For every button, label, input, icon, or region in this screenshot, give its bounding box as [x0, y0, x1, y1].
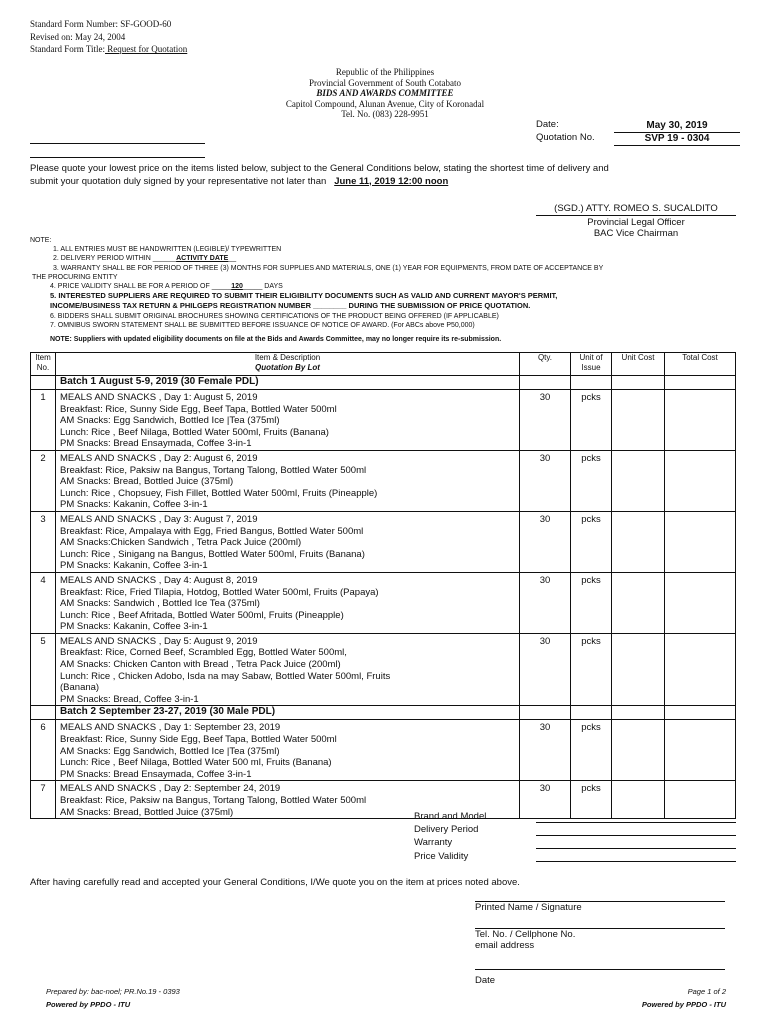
- description-line: MEALS AND SNACKS , Day 2: September 24, 2019: [60, 783, 281, 795]
- total-cost-cell[interactable]: [665, 450, 736, 511]
- printed-name-label: Printed Name / Signature: [475, 902, 582, 913]
- date-line[interactable]: [475, 969, 725, 970]
- item-description: [56, 572, 520, 633]
- batch-blank-cell: [31, 376, 56, 390]
- batch-row: [31, 376, 736, 390]
- item-qty: 30: [520, 450, 571, 511]
- brand-field-label: Price Validity: [414, 850, 469, 862]
- quotation-label: Quotation No.: [536, 132, 595, 143]
- items-table: [30, 352, 736, 819]
- header-unit-of: Unit of: [579, 353, 603, 362]
- note-6: 6. BIDDERS SHALL SUBMIT ORIGINAL BROCHURES SHOWING CERTIFICATIONS OF THE PRODUCT BEING OFFERED (IF APPLICABLE): [50, 312, 499, 320]
- form-title-value: Request for Quotation: [105, 44, 188, 54]
- signatory-name: (SGD.) ATTY. ROMEO S. SUCALDITO: [554, 203, 718, 214]
- description-line: MEALS AND SNACKS , Day 3: August 7, 2019: [60, 513, 258, 525]
- note-5-line-1: 5. INTERESTED SUPPLIERS ARE REQUIRED TO SUBMIT THEIR ELIGIBILITY DOCUMENTS SUCH AS VALID AND CURRENT MAYOR'S PERMIT,: [50, 291, 558, 301]
- batch-empty-cell: [520, 376, 571, 390]
- item-number: 7: [31, 781, 56, 819]
- office-line-5: Tel. No. (083) 228-9951: [341, 109, 429, 119]
- table-row: [31, 633, 736, 706]
- description-line: PM Snacks: Kakanin, Coffee 3-in-1: [60, 499, 208, 511]
- batch-title: Batch 1 August 5-9, 2019 (30 Female PDL): [56, 376, 520, 390]
- total-cost-cell[interactable]: [665, 572, 736, 633]
- item-qty: 30: [520, 511, 571, 572]
- office-header: [0, 67, 770, 120]
- header-unit: [571, 353, 612, 376]
- description-line: Lunch: Rice , Beef Nilaga, Bottled Water 500ml, Fruits (Banana): [60, 426, 329, 438]
- table-header-row: [31, 353, 736, 376]
- unit-cost-cell[interactable]: [612, 633, 665, 706]
- description-line: Breakfast: Rice, Paksiw na Bangus, Tortang Talong, Bottled Water 500ml: [60, 464, 367, 476]
- item-description: [56, 511, 520, 572]
- brand-fields: [414, 810, 486, 863]
- date-value: May 30, 2019: [646, 120, 708, 131]
- note-2-value: ACTIVITY DATE: [176, 255, 229, 263]
- description-line: Lunch: Rice , Sinigang na Bangus, Bottled Water 500ml, Fruits (Banana): [60, 548, 365, 560]
- note-eligibility: NOTE: Suppliers with updated eligibility documents on file at the Bids and Awards Committee, may no longer require its re-submission.: [50, 336, 502, 344]
- batch-empty-cell: [612, 376, 665, 390]
- note-4: 4. PRICE VALIDITY SHALL BE FOR A PERIOD OF _____120_____ DAYS: [50, 283, 283, 291]
- item-unit: pcks: [571, 720, 612, 781]
- item-description: [56, 450, 520, 511]
- note-2-text: 2. DELIVERY PERIOD WITHIN: [53, 255, 151, 263]
- intro-line-2: [30, 176, 750, 189]
- total-cost-cell[interactable]: [665, 633, 736, 706]
- header-no: No.: [36, 362, 50, 372]
- addressee-line-1[interactable]: [30, 143, 205, 144]
- addressee-line-2[interactable]: [30, 157, 205, 158]
- item-unit: pcks: [571, 450, 612, 511]
- item-qty: 30: [520, 633, 571, 706]
- description-line: AM Snacks:Chicken Sandwich , Tetra Pack Juice (200ml): [60, 537, 302, 549]
- description-line: PM Snacks: Bread, Coffee 3-in-1: [60, 693, 199, 705]
- description-line: AM Snacks: Sandwich , Bottled Ice Tea (375ml): [60, 598, 260, 610]
- batch-empty-cell: [665, 706, 736, 720]
- note-4-text: 4. PRICE VALIDITY SHALL BE FOR A PERIOD OF: [50, 283, 210, 291]
- header-desc-sub: Quotation By Lot: [255, 362, 320, 372]
- item-qty: 30: [520, 720, 571, 781]
- note-2: 2. DELIVERY PERIOD WITHIN ______ACTIVITY DATE__: [53, 255, 237, 263]
- header-qty: Qty.: [520, 353, 571, 376]
- description-line: PM Snacks: Bread Ensaymada, Coffee 3-in-1: [60, 768, 252, 780]
- office-line-1: Republic of the Philippines: [335, 67, 435, 77]
- brand-input-line[interactable]: [536, 822, 736, 823]
- description-line: Breakfast: Rice, Sunny Side Egg, Beef Tapa, Bottled Water 500ml: [60, 734, 337, 746]
- total-cost-cell[interactable]: [665, 511, 736, 572]
- total-cost-cell[interactable]: [665, 390, 736, 451]
- description-line: PM Snacks: Bread Ensaymada, Coffee 3-in-1: [60, 438, 252, 450]
- item-unit: pcks: [571, 572, 612, 633]
- brand-field-label: Brand and Model: [414, 811, 487, 822]
- total-cost-cell[interactable]: [665, 720, 736, 781]
- table-row: [31, 511, 736, 572]
- item-description: [56, 390, 520, 451]
- total-cost-cell[interactable]: [665, 781, 736, 819]
- form-title: [30, 43, 187, 56]
- description-line: MEALS AND SNACKS , Day 1: August 5, 2019: [60, 392, 258, 403]
- form-revised: Revised on: May 24, 2004: [30, 31, 126, 42]
- item-qty: 30: [520, 781, 571, 819]
- header-issue: Issue: [581, 362, 601, 372]
- item-unit: pcks: [571, 633, 612, 706]
- item-number: 5: [31, 633, 56, 706]
- description-line: PM Snacks: Kakanin, Coffee 3-in-1: [60, 621, 208, 633]
- note-4-unit: DAYS: [264, 283, 283, 291]
- header-total-cost: Total Cost: [665, 353, 736, 376]
- header-description: [56, 353, 520, 376]
- item-qty: 30: [520, 572, 571, 633]
- description-line: Breakfast: Rice, Fried Tilapia, Hotdog, Bottled Water 500ml, Fruits (Papaya): [60, 586, 379, 598]
- header-desc: Item & Description: [254, 353, 321, 362]
- warranty-input-line[interactable]: [536, 848, 736, 849]
- item-number: 2: [31, 450, 56, 511]
- description-line: MEALS AND SNACKS , Day 2: August 6, 2019: [60, 452, 258, 464]
- note-5-line-2: INCOME/BUSINESS TAX RETURN & PHILGEPS REGISTRATION NUMBER ________ DURING THE SUBMISSION OF PRICE QUOTATION.: [50, 301, 531, 311]
- item-description: [56, 633, 520, 706]
- note-5: [30, 291, 750, 301]
- office-line-4: Capitol Compound, Alunan Avenue, City of Koronadal: [285, 98, 485, 109]
- description-line: MEALS AND SNACKS , Day 5: August 9, 2019: [60, 635, 258, 647]
- date-label: Date:: [536, 119, 559, 130]
- description-line: AM Snacks: Egg Sandwich, Bottled Ice |Tea (375ml): [60, 745, 280, 757]
- form-title-label: Standard Form Title:: [30, 44, 106, 54]
- form-header: [30, 18, 187, 56]
- note-1: 1. ALL ENTRIES MUST BE HANDWRITTEN (LEGIBLE)/ TYPEWRITTEN: [53, 246, 282, 254]
- office-line-3: BIDS AND AWARDS COMMITTEE: [316, 88, 454, 98]
- batch-blank-cell: [31, 706, 56, 720]
- unit-cost-cell[interactable]: [612, 781, 665, 819]
- description-line: Breakfast: Rice, Sunny Side Egg, Beef Tapa, Bottled Water 500ml: [60, 403, 337, 415]
- description-line: AM Snacks: Chicken Canton with Bread , Tetra Pack Juice (200ml): [60, 659, 341, 671]
- table-row: [31, 572, 736, 633]
- description-line: (Banana): [60, 682, 100, 694]
- note-5b: [30, 301, 750, 311]
- intro-paragraph: [30, 163, 750, 188]
- description-line: AM Snacks: Bread, Bottled Juice (375ml): [60, 476, 234, 488]
- table-row: [31, 781, 736, 819]
- description-line: Lunch: Rice , Beef Nilaga, Bottled Water 500 ml, Fruits (Banana): [60, 757, 332, 769]
- description-line: Lunch: Rice , Chicken Adobo, Isda na may Sabaw, Bottled Water 500ml, Fruits: [60, 670, 391, 682]
- office-line-2: Provincial Government of South Cotabato: [309, 77, 461, 88]
- description-line: Breakfast: Rice, Corned Beef, Scrambled Egg, Bottled Water 500ml,: [60, 647, 347, 659]
- supplier-date-label: Date: [475, 975, 496, 986]
- description-line: Breakfast: Rice, Paksiw na Bangus, Tortang Talong, Bottled Water 500ml: [60, 795, 367, 806]
- email-label: email address: [475, 940, 535, 951]
- description-line: AM Snacks: Bread, Bottled Juice (375ml): [60, 806, 234, 818]
- item-description: [56, 720, 520, 781]
- acceptance-text: After having carefully read and accepted your General Conditions, I/We quote you on the item at prices noted above.: [30, 877, 520, 888]
- description-line: PM Snacks: Kakanin, Coffee 3-in-1: [60, 560, 208, 572]
- unit-cost-cell[interactable]: [612, 720, 665, 781]
- unit-cost-cell[interactable]: [612, 572, 665, 633]
- deadline: June 11, 2019 12:00 noon: [334, 175, 449, 187]
- item-number: 1: [31, 390, 56, 451]
- batch-empty-cell: [571, 706, 612, 720]
- header-item: Item: [35, 353, 51, 362]
- notes: [30, 236, 750, 344]
- brand-field-label: Delivery Period: [414, 824, 479, 836]
- signatory-title-1: Provincial Legal Officer: [587, 217, 685, 228]
- item-unit: pcks: [571, 390, 612, 451]
- batch-row: [31, 706, 736, 720]
- batch-title: Batch 2 September 23-27, 2019 (30 Male PDL): [56, 706, 520, 720]
- page-number: Page 1 of 2: [687, 987, 726, 996]
- description-line: Lunch: Rice , Chopsuey, Fish Fillet, Bottled Water 500ml, Fruits (Pineapple): [60, 487, 378, 499]
- description-line: MEALS AND SNACKS , Day 4: August 8, 2019: [60, 574, 258, 586]
- intro-line-1: Please quote your lowest price on the items listed below, subject to the General Conditions below, stating the shortest time of delivery and: [30, 163, 609, 174]
- batch-empty-cell: [665, 376, 736, 390]
- note-3: 3. WARRANTY SHALL BE FOR PERIOD OF THREE (3) MONTHS FOR SUPPLIES AND MATERIALS, ONE (1) YEAR FOR EQUIPMENTS, FROM DATE OF ACCEPTANCE BY: [53, 264, 604, 272]
- description-line: Lunch: Rice , Beef Afritada, Bottled Water 500ml, Fruits (Pineapple): [60, 609, 344, 621]
- item-qty: 30: [520, 390, 571, 451]
- unit-cost-cell[interactable]: [612, 390, 665, 451]
- item-unit: pcks: [571, 511, 612, 572]
- quotation-value: SVP 19 - 0304: [644, 133, 710, 144]
- table-row: [31, 390, 736, 451]
- item-unit: pcks: [571, 781, 612, 819]
- item-number: 4: [31, 572, 56, 633]
- delivery-input-line[interactable]: [536, 835, 736, 836]
- header-item-no: [31, 353, 56, 376]
- description-line: AM Snacks: Egg Sandwich, Bottled Ice |Tea (375ml): [60, 415, 280, 427]
- note-3b: THE PROCURING ENTITY: [32, 273, 118, 281]
- description-line: Breakfast: Rice, Ampalaya with Egg, Fried Bangus, Bottled Water 500ml: [60, 525, 364, 537]
- batch-empty-cell: [520, 706, 571, 720]
- signatory-line: [536, 215, 736, 216]
- validity-input-line[interactable]: [536, 861, 736, 862]
- powered-by-right: Powered by PPDO - ITU: [641, 1000, 726, 1009]
- item-number: 3: [31, 511, 56, 572]
- batch-empty-cell: [571, 376, 612, 390]
- unit-cost-cell[interactable]: [612, 450, 665, 511]
- table-row: [31, 720, 736, 781]
- tel-label: Tel. No. / Cellphone No.: [475, 929, 576, 940]
- header-unit-cost: Unit Cost: [612, 353, 665, 376]
- prepared-by: Prepared by: bac-noel; PR.No.19 - 0393: [46, 987, 180, 996]
- table-row: [31, 450, 736, 511]
- batch-empty-cell: [612, 706, 665, 720]
- intro-line-2-text: submit your quotation duly signed by your representative not later than: [30, 175, 327, 187]
- brand-field-label: Warranty: [414, 837, 453, 849]
- quotation-underline: [614, 145, 740, 146]
- note-7: 7. OMNIBUS SWORN STATEMENT SHALL BE SUBMITTED BEFORE ISSUANCE OF NOTICE OF AWARD. (For ABCs above P50,000): [50, 321, 475, 329]
- unit-cost-cell[interactable]: [612, 511, 665, 572]
- notes-label: NOTE:: [30, 237, 52, 244]
- form-number: Standard Form Number: SF-GOOD-60: [30, 19, 172, 29]
- signatory-title-2: BAC Vice Chairman: [593, 228, 679, 239]
- description-line: MEALS AND SNACKS , Day 1: September 23, 2019: [60, 722, 281, 734]
- note-4-value: 120: [231, 283, 243, 291]
- item-number: 6: [31, 720, 56, 781]
- powered-by-left: Powered by PPDO - ITU: [46, 1000, 131, 1009]
